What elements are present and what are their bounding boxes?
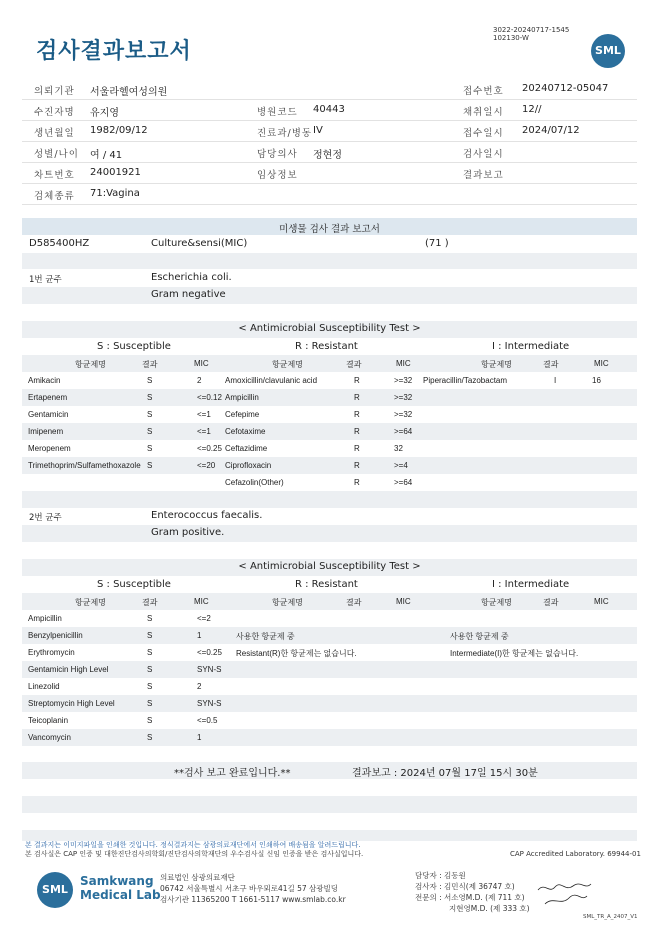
table-cell: Benzylpenicillin [28,631,83,640]
info-label: 성별/나이 [34,149,79,160]
spacer [22,253,637,269]
table-cell: Cefepime [225,410,260,419]
signature-icon [535,878,595,908]
brand-line-2: Medical Lab [80,888,161,902]
table-cell: <=0.25 [197,444,222,453]
table-cell: SYN-S [197,699,222,708]
table-row [22,644,637,661]
form-code: SML_TR_A_2407_V1 [583,914,638,920]
report-title: 미생물 검사 결과 보고서 [279,224,380,235]
table-cell: S [147,665,153,674]
column-header: 항균제명 [75,598,106,607]
table-cell: R [354,478,360,487]
ast1-title: < Antimicrobial Susceptibility Test > [238,323,421,334]
table-cell: Ampicillin [225,393,259,402]
table-row [22,457,637,474]
info-row [22,142,637,163]
table-cell: R [354,393,360,402]
test-row [22,236,637,253]
table-cell: S [147,427,153,436]
table-cell: <=2 [197,614,211,623]
info-label: 검사일시 [463,149,504,160]
ast2-header [22,593,637,610]
staff-line: 전문의 : 서소영M.D. (제 711 호) [415,893,525,902]
staff-line: 검사자 : 김민식(제 36747 호) [415,882,515,891]
table-cell: Ertapenem [28,393,68,402]
table-cell: <=20 [197,461,216,470]
table-cell: >=32 [394,410,413,419]
table-cell: R [354,376,360,385]
info-row [22,163,637,184]
column-header: 항균제명 [481,360,512,369]
table-cell: <=1 [197,427,211,436]
info-row [22,100,637,121]
table-cell: S [147,631,153,640]
info-value: IV [313,125,323,136]
info-label: 접수번호 [463,86,504,97]
spacer [22,779,637,796]
table-cell: S [147,444,153,453]
column-header: 결과 [543,598,559,607]
info-label: 생년월일 [34,128,75,139]
table-cell: Linezolid [28,682,60,691]
table-cell: >=4 [394,461,408,470]
table-cell: R [354,410,360,419]
info-value: 2024/07/12 [522,125,580,136]
info-label: 담당의사 [257,149,298,160]
table-cell: Cefazolin(Other) [225,478,284,487]
ast2-legend [22,576,637,593]
column-header: 항균제명 [272,360,303,369]
table-cell: Meropenem [28,444,71,453]
table-row [22,406,637,423]
table-cell: Imipenem [28,427,64,436]
table-cell: S [147,461,153,470]
org2-row [22,508,637,525]
table-row [22,474,637,491]
ast1-title-row [22,321,637,338]
table-cell: 1 [197,631,202,640]
info-value: 서울라헬여성의원 [90,87,168,98]
org-contact: 검사기관 11365200 T 1661-5117 www.smlab.co.kr [160,895,346,904]
info-label: 차트번호 [34,170,75,181]
info-value: 12// [522,104,542,115]
table-row [22,695,637,712]
legend-i: I : Intermediate [492,341,570,352]
table-row [22,729,637,746]
legend-s: S : Susceptible [97,579,171,590]
report-time: 결과보고 : 2024년 07월 17일 15시 30분 [352,768,538,779]
spacer [22,542,637,559]
table-row [22,627,637,644]
ast1-header [22,355,637,372]
staff-line: 지현영M.D. (제 333 호) [449,904,530,913]
column-header: 항균제명 [481,598,512,607]
table-cell: Gentamicin High Level [28,665,109,674]
info-value: 40443 [313,104,345,115]
info-label: 진료과/병동 [257,128,313,139]
table-cell: Intermediate(I)한 항균제는 없습니다. [450,649,579,658]
ast2-title-row [22,559,637,576]
sml-logo: SML [591,34,625,68]
ast2-title: < Antimicrobial Susceptibility Test > [238,561,421,572]
table-cell: S [147,699,153,708]
table-cell: Cefotaxime [225,427,266,436]
brand [80,874,161,902]
table-cell: R [354,444,360,453]
legend-r: R : Resistant [295,579,358,590]
column-header: MIC [194,597,209,606]
table-cell: >=32 [394,393,413,402]
column-header: 결과 [142,360,158,369]
table-cell: >=64 [394,427,413,436]
column-header: MIC [594,359,609,368]
table-row [22,423,637,440]
info-row [22,121,637,142]
cap-text: CAP Accredited Laboratory. 69944-01 [510,850,641,858]
info-label: 검체종류 [34,191,75,202]
table-cell: S [147,393,153,402]
test-code: D585400HZ [29,238,90,249]
brand-line-1: Samkwang [80,874,154,888]
column-header: 결과 [346,360,362,369]
org2-label: 2번 균주 [29,513,62,523]
table-cell: Ampicillin [28,614,62,623]
table-cell: Amikacin [28,376,61,385]
table-cell: 사용한 항균제 중 [236,632,295,641]
table-row [22,661,637,678]
spacer [22,813,637,830]
org1-name: Escherichia coli. [151,272,232,283]
info-label: 병원코드 [257,107,298,118]
spacer [22,491,637,508]
test-num: (71 ) [425,238,449,249]
report-code-1: 3022-20240717-1545 [493,26,570,34]
info-row [22,184,637,205]
info-value: 여 / 41 [90,150,123,161]
table-cell: Trimethoprim/Sulfamethoxazole [28,461,141,470]
table-cell: <=0.5 [197,716,218,725]
spacer [22,796,637,813]
org2-gram-row [22,525,637,542]
info-value: 24001921 [90,167,141,178]
spacer [22,304,637,321]
ast1-legend [22,338,637,355]
footer-note-2: 본 검사실은 CAP 인증 및 대한진단검사의학회/진단검사의학재단의 우수검사실 신임 인증을 받은 검사실입니다. [25,850,364,858]
table-cell: S [147,410,153,419]
table-row [22,389,637,406]
column-header: MIC [396,359,411,368]
table-cell: <=1 [197,410,211,419]
table-cell: Ciprofloxacin [225,461,272,470]
table-cell: S [147,614,153,623]
table-cell: 32 [394,444,403,453]
info-label: 임상정보 [257,170,298,181]
org1-row [22,270,637,287]
column-header: 결과 [142,598,158,607]
column-header: MIC [194,359,209,368]
report-title-band [22,218,637,235]
column-header: 항균제명 [272,598,303,607]
staff-line: 담당자 : 김동원 [415,871,466,880]
page-title: 검사결과보고서 [36,39,192,64]
table-row [22,372,637,389]
table-row [22,678,637,695]
footer-logo: SML [37,872,73,908]
table-cell: Erythromycin [28,648,75,657]
info-label: 수진자명 [34,107,75,118]
table-cell: <=0.12 [197,393,222,402]
info-value: 유지영 [90,108,119,119]
org1-gram-row [22,287,637,304]
done-text: **검사 보고 완료입니다.** [174,768,291,779]
table-cell: >=32 [394,376,413,385]
info-label: 채취일시 [463,107,504,118]
test-name: Culture&sensi(MIC) [151,238,248,249]
table-cell: R [354,461,360,470]
table-cell: Resistant(R)한 항균제는 없습니다. [236,649,357,658]
legend-r: R : Resistant [295,341,358,352]
report-code-2: 102130-W [493,34,529,42]
org1-label: 1번 균주 [29,275,62,285]
table-cell: S [147,716,153,725]
column-header: 결과 [346,598,362,607]
table-cell: SYN-S [197,665,222,674]
org-address: 06742 서울특별시 서초구 바우뫼로41길 57 삼광빌딩 [160,884,339,893]
table-cell: Ceftazidime [225,444,268,453]
org1-gram: Gram negative [151,289,226,300]
org2-name: Enterococcus faecalis. [151,510,263,521]
table-row [22,440,637,457]
column-header: 결과 [543,360,559,369]
table-cell: Vancomycin [28,733,71,742]
legend-s: S : Susceptible [97,341,171,352]
info-label: 의뢰기관 [34,86,75,97]
table-row [22,610,637,627]
column-header: MIC [594,597,609,606]
table-cell: Teicoplanin [28,716,69,725]
footer-note-1: 본 결과지는 이미지파일을 인쇄한 것입니다. 정식결과지는 삼광의료재단에서 인쇄하여 배송됨을 알려드립니다. [25,841,361,849]
table-cell: 16 [592,376,601,385]
info-value: 71:Vagina [90,188,140,199]
info-label: 접수일시 [463,128,504,139]
footer-staff [415,870,530,914]
spacer [22,746,637,763]
table-cell: R [354,427,360,436]
info-value: 1982/09/12 [90,125,148,136]
table-cell: <=0.25 [197,648,222,657]
table-cell: S [147,682,153,691]
info-label: 결과보고 [463,170,504,181]
table-cell: S [147,648,153,657]
legend-i: I : Intermediate [492,579,570,590]
table-cell: I [554,376,557,385]
table-cell: 사용한 항균제 중 [450,632,509,641]
table-cell: S [147,733,153,742]
org-name: 의료법인 삼광의료재단 [160,873,235,882]
table-cell: 2 [197,376,202,385]
info-value: 정현정 [313,150,342,161]
table-row [22,712,637,729]
footer-org [160,872,346,905]
table-cell: Gentamicin [28,410,69,419]
info-value: 20240712-05047 [522,83,609,94]
done-row [22,762,637,779]
column-header: MIC [396,597,411,606]
info-row [22,79,637,100]
table-cell: Streptomycin High Level [28,699,115,708]
table-cell: Piperacillin/Tazobactam [423,376,508,385]
report-code [493,26,569,42]
table-cell: S [147,376,153,385]
table-cell: >=64 [394,478,413,487]
org2-gram: Gram positive. [151,527,225,538]
table-cell: Amoxicillin/clavulanic acid [225,376,318,385]
table-cell: 2 [197,682,202,691]
table-cell: 1 [197,733,202,742]
column-header: 항균제명 [75,360,106,369]
